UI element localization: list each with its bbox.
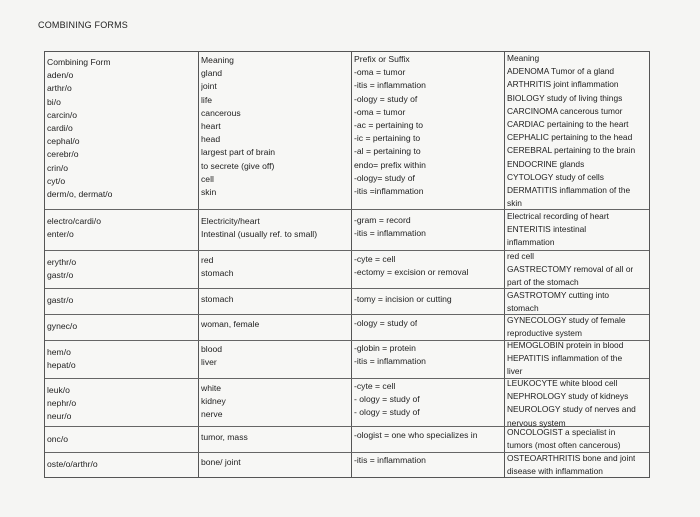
term-meaning: reproductive system xyxy=(507,328,582,339)
combining-form: cyt/o xyxy=(47,175,66,186)
term-meaning: skin xyxy=(507,198,522,209)
term-meaning-cell xyxy=(507,210,609,250)
term-meaning: NEPHROLOGY study of kidneys xyxy=(507,391,629,402)
meaning-cell xyxy=(201,54,275,199)
combining-form: cardi/o xyxy=(47,122,73,133)
combining-form: bi/o xyxy=(47,96,61,107)
combining-form: carcin/o xyxy=(47,109,78,120)
column-divider xyxy=(504,52,505,477)
column-header: Meaning xyxy=(507,53,540,63)
term-meaning-cell xyxy=(507,452,635,478)
suffix: -cyte = cell xyxy=(354,381,396,391)
term-meaning: ONCOLOGIST a specialist in xyxy=(507,427,616,437)
term-meaning: NEUROLOGY study of nerves and xyxy=(507,404,636,415)
suffix: -ology = study of xyxy=(354,93,418,104)
suffix-cell xyxy=(354,253,468,279)
term-meaning: ADENOMA Tumor of a gland xyxy=(507,66,615,77)
combining-form: crin/o xyxy=(47,162,69,173)
combining-form: neur/o xyxy=(47,411,72,422)
suffix: -gram = record xyxy=(354,215,411,225)
suffix-cell xyxy=(354,293,452,306)
combining-form: hepat/o xyxy=(47,360,76,371)
term-meaning-cell xyxy=(507,52,635,210)
combining-form-cell xyxy=(47,433,68,446)
term-meaning: ARTHRITIS joint inflammation xyxy=(507,79,619,90)
meaning: head xyxy=(201,134,221,145)
suffix: -itis = inflammation xyxy=(354,356,426,367)
combining-form: enter/o xyxy=(47,229,74,240)
meaning: liver xyxy=(201,357,217,368)
suffix: -globin = protein xyxy=(354,343,416,353)
combining-form: leuk/o xyxy=(47,385,70,395)
term-meaning: liver xyxy=(507,366,523,377)
term-meaning: disease with inflammation xyxy=(507,466,603,477)
combining-form: onc/o xyxy=(47,434,69,444)
meaning-cell xyxy=(201,318,259,331)
column-header: Prefix or Suffix xyxy=(354,54,410,64)
combining-form-cell xyxy=(47,215,101,241)
combining-form-cell xyxy=(47,294,73,307)
meaning: Intestinal (usually ref. to small) xyxy=(201,229,318,240)
suffix-cell xyxy=(354,380,420,420)
suffix-cell xyxy=(354,342,426,368)
term-meaning: inflammation xyxy=(507,237,555,248)
meaning: joint xyxy=(201,81,217,92)
combining-form: erythr/o xyxy=(47,257,77,267)
page-title: COMBINING FORMS xyxy=(38,20,128,30)
meaning-cell xyxy=(201,382,226,422)
suffix: -ac = pertaining to xyxy=(354,119,424,130)
combining-form: gynec/o xyxy=(47,321,78,331)
suffix: -al = pertaining to xyxy=(354,146,421,157)
meaning-cell xyxy=(201,456,241,469)
suffix-cell xyxy=(354,53,426,198)
meaning-cell xyxy=(201,343,222,369)
combining-form-cell xyxy=(47,320,77,333)
term-meaning: CARCINOMA cancerous tumor xyxy=(507,105,623,116)
suffix: -tomy = incision or cutting xyxy=(354,294,452,304)
term-meaning-cell xyxy=(507,314,626,340)
suffix: -ic = pertaining to xyxy=(354,133,421,144)
meaning: woman, female xyxy=(201,319,260,329)
term-meaning-cell xyxy=(507,289,609,315)
combining-form: hem/o xyxy=(47,347,71,357)
meaning: nerve xyxy=(201,409,223,420)
term-meaning: LEUKOCYTE white blood cell xyxy=(507,378,618,388)
term-meaning: GYNECOLOGY study of female xyxy=(507,315,626,325)
suffix: -ectomy = excision or removal xyxy=(354,267,469,278)
column-header: Meaning xyxy=(201,55,234,65)
term-meaning: red cell xyxy=(507,251,534,261)
term-meaning: HEPATITIS inflammation of the xyxy=(507,353,623,364)
term-meaning: part of the stomach xyxy=(507,277,579,288)
meaning-cell xyxy=(201,215,317,241)
meaning: heart xyxy=(201,120,221,131)
meaning: gland xyxy=(201,68,223,79)
suffix: -ology= study of xyxy=(354,172,415,183)
term-meaning: CEREBRAL pertaining to the brain xyxy=(507,145,636,156)
combining-form: gastr/o xyxy=(47,270,74,281)
column-header: Combining Form xyxy=(47,57,111,67)
term-meaning: nervous system xyxy=(507,417,566,428)
suffix: - ology = study of xyxy=(354,407,420,418)
term-meaning: GASTROTOMY cutting into xyxy=(507,290,610,300)
meaning: bone/ joint xyxy=(201,457,241,467)
suffix: -ology = study of xyxy=(354,318,418,328)
combining-form: aden/o xyxy=(47,70,74,81)
combining-form: derm/o, dermat/o xyxy=(47,188,113,199)
meaning: life xyxy=(201,94,212,105)
column-divider xyxy=(351,52,352,477)
meaning: white xyxy=(201,383,222,393)
term-meaning: stomach xyxy=(507,303,539,314)
term-meaning: ENTERITIS intestinal xyxy=(507,224,587,235)
meaning-cell xyxy=(201,293,233,306)
meaning: to secrete (give off) xyxy=(201,160,275,171)
term-meaning: DERMATITIS inflammation of the xyxy=(507,184,631,195)
suffix: -itis = inflammation xyxy=(354,455,426,465)
suffix: endo= prefix within xyxy=(354,159,426,170)
suffix: -itis = inflammation xyxy=(354,80,426,91)
combining-form: oste/o/arthr/o xyxy=(47,459,98,469)
term-meaning-cell xyxy=(507,250,633,290)
term-meaning: ENDOCRINE glands xyxy=(507,158,585,169)
term-meaning: tumors (most often cancerous) xyxy=(507,440,621,451)
suffix: -oma = tumor xyxy=(354,67,406,78)
meaning: cancerous xyxy=(201,107,241,118)
suffix: -ologist = one who specializes in xyxy=(354,430,478,440)
term-meaning-cell xyxy=(507,339,623,379)
meaning: red xyxy=(201,255,214,265)
combining-form: cerebr/o xyxy=(47,149,79,160)
combining-form: cephal/o xyxy=(47,136,80,147)
term-meaning: Electrical recording of heart xyxy=(507,211,609,221)
meaning: blood xyxy=(201,344,223,354)
meaning: largest part of brain xyxy=(201,147,276,158)
term-meaning: CYTOLOGY study of cells xyxy=(507,171,604,182)
meaning: Electricity/heart xyxy=(201,216,260,226)
meaning: tumor, mass xyxy=(201,432,248,442)
term-meaning: CEPHALIC pertaining to the head xyxy=(507,132,633,143)
term-meaning: OSTEOARTHRITIS bone and joint xyxy=(507,453,636,463)
term-meaning: HEMOGLOBIN protein in blood xyxy=(507,340,624,350)
term-meaning: GASTRECTOMY removal of all or xyxy=(507,264,634,275)
term-meaning: CARDIAC pertaining to the heart xyxy=(507,118,629,129)
combining-form-cell xyxy=(47,256,76,282)
combining-form-cell xyxy=(47,56,112,201)
column-divider xyxy=(198,52,199,477)
suffix: -oma = tumor xyxy=(354,106,406,117)
suffix: -itis =inflammation xyxy=(354,185,424,196)
combining-form: arthr/o xyxy=(47,83,72,94)
suffix-cell xyxy=(354,454,426,467)
meaning: skin xyxy=(201,186,217,197)
combining-form-cell xyxy=(47,384,76,424)
suffix-cell xyxy=(354,429,478,442)
suffix: -itis = inflammation xyxy=(354,228,426,239)
combining-forms-table xyxy=(44,51,650,478)
meaning: cell xyxy=(201,173,214,184)
combining-form: gastr/o xyxy=(47,295,74,305)
term-meaning-cell xyxy=(507,426,621,452)
meaning-cell xyxy=(201,254,233,280)
meaning: stomach xyxy=(201,294,234,304)
combining-form: electro/cardi/o xyxy=(47,216,101,226)
meaning: stomach xyxy=(201,268,234,279)
suffix: -cyte = cell xyxy=(354,254,396,264)
meaning: kidney xyxy=(201,396,226,407)
combining-form-cell xyxy=(47,346,76,372)
term-meaning: BIOLOGY study of living things xyxy=(507,92,623,103)
combining-form-cell xyxy=(47,458,98,471)
meaning-cell xyxy=(201,431,248,444)
suffix: - ology = study of xyxy=(354,394,420,405)
suffix-cell xyxy=(354,214,426,240)
suffix-cell xyxy=(354,317,417,330)
term-meaning-cell xyxy=(507,377,636,430)
combining-form: nephr/o xyxy=(47,398,77,409)
